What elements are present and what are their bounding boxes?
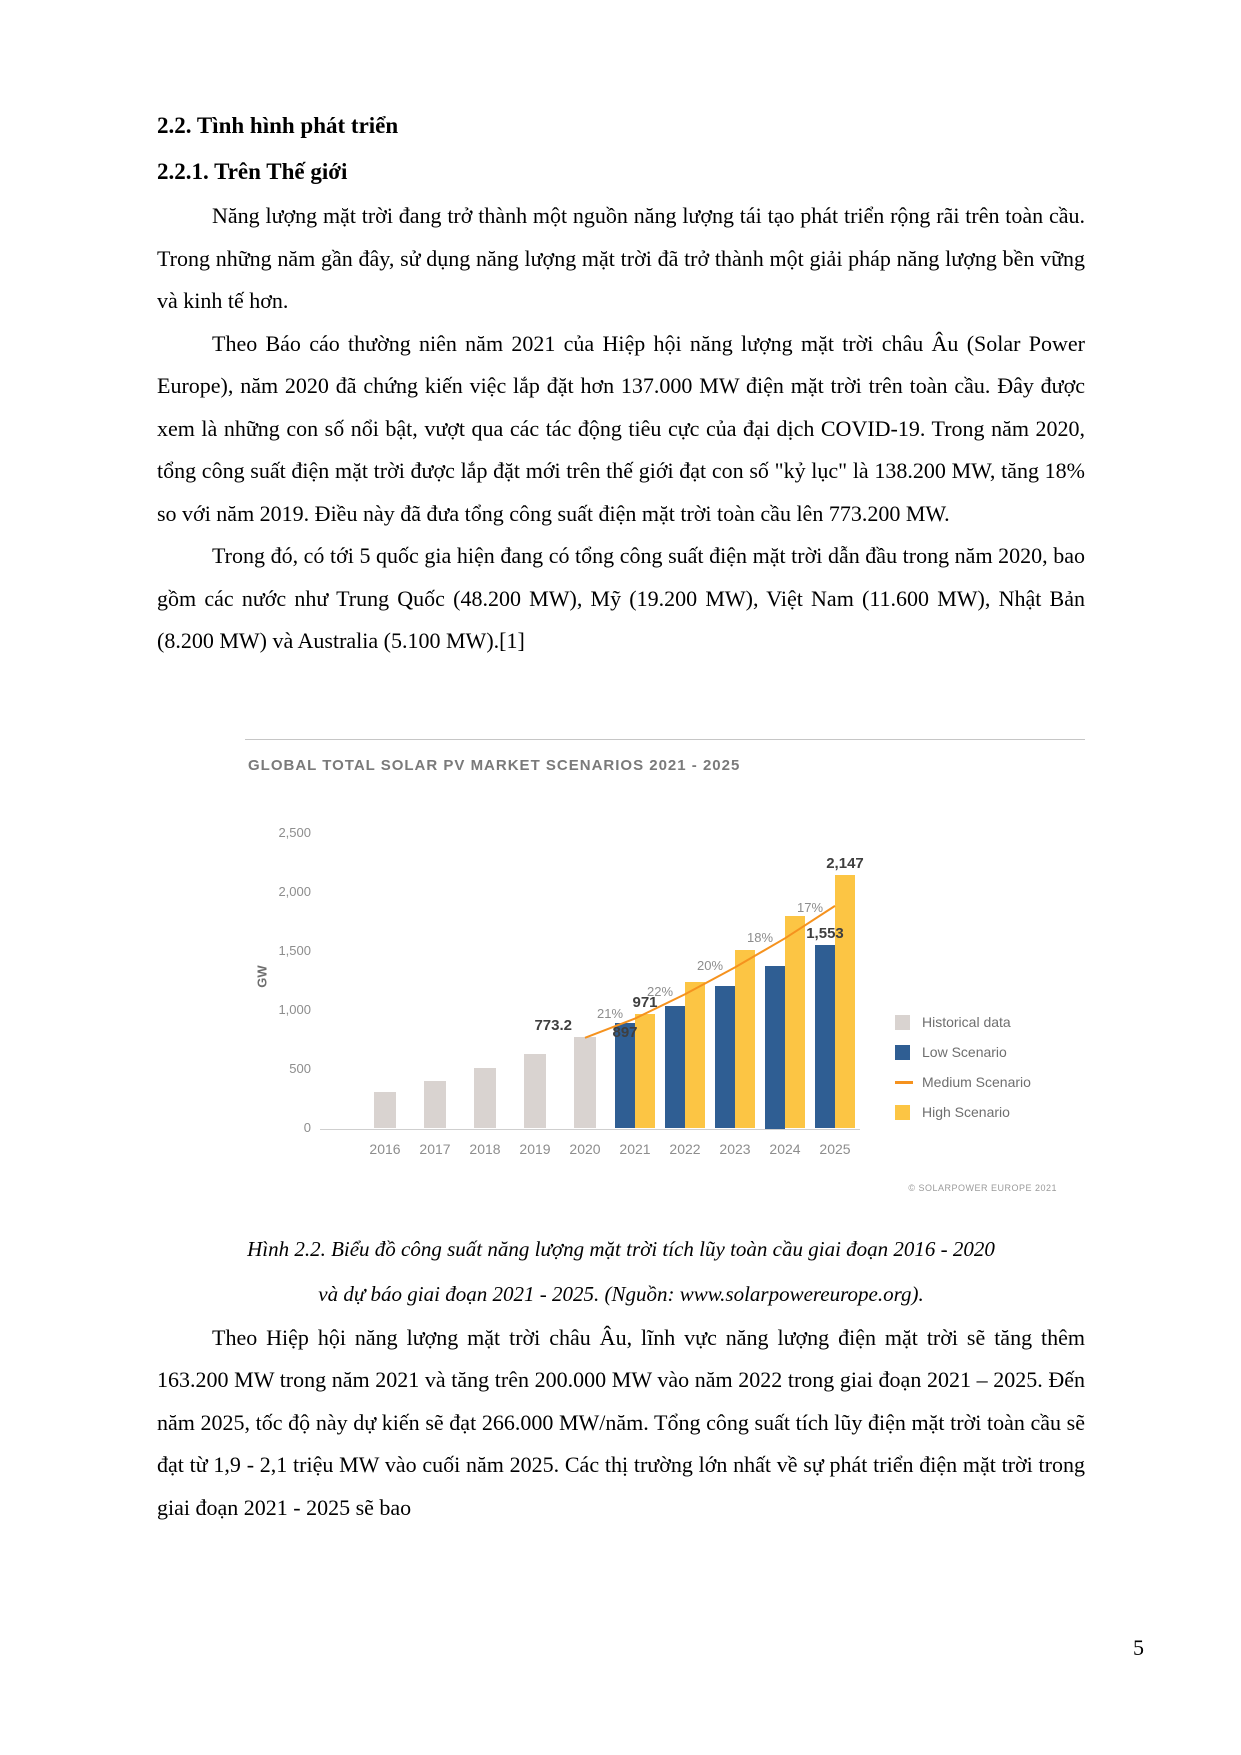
page-number: 5 xyxy=(1133,1635,1144,1660)
value-label-high-2021: 971 xyxy=(632,993,658,1011)
y-tick-label-0: 0 xyxy=(303,1119,311,1135)
value-label-historical-2020: 773.2 xyxy=(534,1017,572,1035)
value-label-low-2021: 897 xyxy=(612,1023,638,1041)
value-label-high-2025: 2,147 xyxy=(826,855,864,873)
legend-item-high xyxy=(895,1105,1031,1120)
chart-title: GLOBAL TOTAL SOLAR PV MARKET SCENARIOS 2021 - 2025 xyxy=(248,756,741,774)
y-tick-label-1000: 1,000 xyxy=(278,1001,311,1017)
chart-copyright: © SOLARPOWER EUROPE 2021 xyxy=(908,1182,1057,1193)
subsection-heading: 2.2.1. Trên Thế giới xyxy=(157,159,348,184)
growth-label-2025: 17% xyxy=(796,899,824,915)
y-axis-label: GW xyxy=(254,964,270,988)
x-tick-label-2016: 2016 xyxy=(369,1140,401,1157)
x-tick-label-2020: 2020 xyxy=(569,1140,601,1157)
x-tick-label-2018: 2018 xyxy=(469,1140,501,1157)
x-tick-label-2019: 2019 xyxy=(519,1140,551,1157)
legend-label-high: High Scenario xyxy=(922,1104,1010,1120)
x-tick-label-2017: 2017 xyxy=(419,1140,451,1157)
x-tick-label-2021: 2021 xyxy=(619,1140,651,1157)
legend-item-low xyxy=(895,1045,1031,1060)
legend-label-historical: Historical data xyxy=(922,1014,1011,1030)
caption-line-2: và dự báo giai đoạn 2021 - 2025. (Nguồn: www.solarpowereurope.org). xyxy=(318,1281,924,1306)
section-heading: 2.2. Tình hình phát triển xyxy=(157,113,399,138)
paragraph-top-countries: Trong đó, có tới 5 quốc gia hiện đang có tổng công suất điện mặt trời dẫn đầu trong năm 2020, bao gồm các nước như Trung Quốc (48.200 MW), Mỹ (19.200 MW), Việt Nam (11.600 MW), Nhật Bản (8.200 MW) và Australia (5.100 MW).[1] xyxy=(157,543,1085,653)
legend-item-medium xyxy=(895,1075,1031,1090)
paragraph-intro: Năng lượng mặt trời đang trở thành một nguồn năng lượng tái tạo phát triển rộng rãi trên toàn cầu. Trong những năm gần đây, sử dụng năng lượng mặt trời đã trở thành một giải pháp năng lượng bền vững và kinh tế hơn. xyxy=(157,203,1085,313)
paragraph-forecast: Theo Hiệp hội năng lượng mặt trời châu Âu, lĩnh vực năng lượng điện mặt trời sẽ tăng thêm 163.200 MW trong năm 2021 và tăng trên 200.000 MW vào năm 2022 trong giai đoạn 2021 – 2025. Đến năm 2025, tốc độ này dự kiến sẽ đạt 266.000 MW/năm. Tổng công suất tích lũy điện mặt trời toàn cầu sẽ đạt từ 1,9 - 2,1 triệu MW vào cuối năm 2025. Các thị trường lớn nhất về sự phát triển điện mặt trời trong giai đoạn 2021 - 2025 sẽ bao xyxy=(157,1324,1085,1520)
figure-solar-pv-chart xyxy=(245,717,1085,1197)
x-tick-label-2025: 2025 xyxy=(819,1140,851,1157)
legend-swatch-high xyxy=(895,1105,910,1120)
y-tick-label-2000: 2,000 xyxy=(278,883,311,899)
chart-legend xyxy=(895,1015,1031,1135)
legend-swatch-historical xyxy=(895,1015,910,1030)
x-tick-label-2023: 2023 xyxy=(719,1140,751,1157)
growth-label-2022: 22% xyxy=(646,983,674,999)
y-tick-label-1500: 1,500 xyxy=(278,942,311,958)
legend-label-medium: Medium Scenario xyxy=(922,1074,1031,1090)
x-tick-label-2022: 2022 xyxy=(669,1140,701,1157)
legend-swatch-low xyxy=(895,1045,910,1060)
x-tick-label-2024: 2024 xyxy=(769,1140,801,1157)
legend-label-low: Low Scenario xyxy=(922,1044,1007,1060)
y-tick-label-500: 500 xyxy=(289,1060,311,1076)
value-label-low-2025: 1,553 xyxy=(806,925,844,943)
growth-label-2024: 18% xyxy=(746,930,774,946)
legend-swatch-medium xyxy=(895,1081,913,1084)
y-tick-label-2500: 2,500 xyxy=(278,824,311,840)
legend-item-historical xyxy=(895,1015,1031,1030)
figure-caption xyxy=(157,1227,1085,1317)
growth-label-2023: 20% xyxy=(696,958,724,974)
growth-label-2021: 21% xyxy=(596,1005,624,1021)
caption-line-1: Hình 2.2. Biểu đồ công suất năng lượng mặt trời tích lũy toàn cầu giai đoạn 2016 - 2020 xyxy=(247,1236,995,1261)
chart-canvas xyxy=(245,717,1085,1197)
paragraph-annual-report: Theo Báo cáo thường niên năm 2021 của Hiệp hội năng lượng mặt trời châu Âu (Solar Power Europe), năm 2020 đã chứng kiến việc lắp đặt hơn 137.000 MW điện mặt trời trên toàn cầu. Đây được xem là những con số nổi bật, vượt qua các tác động tiêu cực của đại dịch COVID-19. Trong năm 2020, tổng công suất điện mặt trời được lắp đặt mới trên thế giới đạt con số "kỷ lục" là 138.200 MW, tăng 18% so với năm 2019. Điều này đã đưa tổng công suất điện mặt trời toàn cầu lên 773.200 MW. xyxy=(157,330,1085,526)
